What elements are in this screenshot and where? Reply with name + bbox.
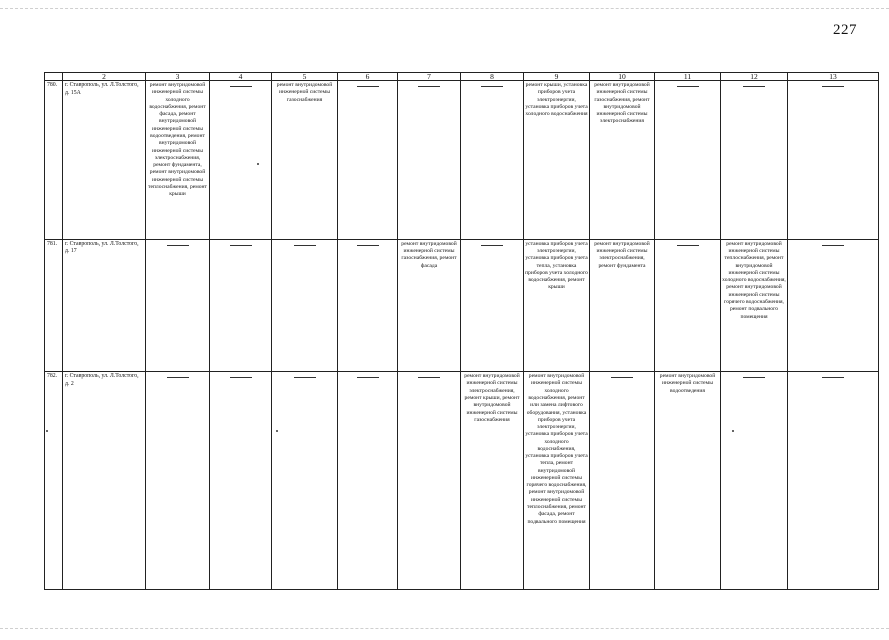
- empty-cell: [721, 81, 788, 240]
- header-cell: 5: [272, 73, 338, 81]
- header-cell: 12: [721, 73, 788, 81]
- empty-cell: [398, 81, 461, 240]
- dash-mark: [167, 245, 189, 246]
- header-cell: 7: [398, 73, 461, 81]
- address-text: г. Ставрополь, ул. Л.Толстого, д. 17: [65, 240, 139, 255]
- table-header-row: [45, 73, 879, 81]
- work-cell: установка приборов учета электроэнергии, установка приборов учета тепла, установка приборов учета холодного водоснабжения, ремонт крыши: [524, 239, 590, 371]
- work-cell: ремонт внутридомовой инженерной системы электроснабжения, ремонт крыши, ремонт внутридомовой инженерной системы газоснабжения: [461, 372, 524, 590]
- dash-mark: [294, 245, 316, 246]
- scan-mark: [257, 163, 259, 165]
- dash-mark: [822, 86, 844, 87]
- empty-cell: [338, 239, 398, 371]
- table-row: [45, 372, 879, 590]
- work-schedule-table: [44, 72, 879, 590]
- empty-cell: [272, 372, 338, 590]
- empty-cell: [398, 372, 461, 590]
- header-cell: 9: [524, 73, 590, 81]
- empty-cell: [338, 372, 398, 590]
- dash-mark: [357, 377, 379, 378]
- dash-mark: [230, 86, 252, 87]
- address-cell: [63, 372, 146, 590]
- scan-line-bottom: [0, 628, 889, 629]
- dash-mark: [167, 377, 189, 378]
- dash-mark: [677, 86, 699, 87]
- dash-mark: [418, 86, 440, 87]
- work-cell: ремонт внутридомовой инженерной системы газоснабжения, ремонт фасада: [398, 239, 461, 371]
- address-text: г. Ставрополь, ул. Л.Толстого, д. 2: [65, 373, 139, 387]
- header-cell: 2: [63, 73, 146, 81]
- address-cell: [63, 81, 146, 240]
- dash-mark: [418, 377, 440, 378]
- empty-cell: [461, 239, 524, 371]
- work-cell: ремонт внутридомовой инженерной системы холодного водоснабжения, ремонт или замена лифтового оборудования, установка приборов учета электроэнергии, установка приборов учета холодного водоснабжения, установка приборов учета тепла, ремонт внутридомовой инженерной системы горячего водоснабжения, ремонт внутридомовой инженерной системы теплоснабжения, ремонт фасада, ремонт подвального помещения: [524, 372, 590, 590]
- header-cell: [45, 73, 63, 81]
- empty-cell: [210, 372, 272, 590]
- dash-mark: [357, 245, 379, 246]
- work-cell: ремонт внутридомовой инженерной системы газоснабжения: [272, 81, 338, 240]
- scan-line-top: [0, 8, 889, 9]
- dash-mark: [743, 86, 765, 87]
- empty-cell: [788, 81, 879, 240]
- scan-mark: [46, 430, 48, 432]
- row-number-cell: [45, 372, 63, 590]
- work-cell: ремонт крыши, установка приборов учета электроэнергии, установка приборов учета холодного водоснабжения: [524, 81, 590, 240]
- dash-mark: [357, 86, 379, 87]
- work-cell: ремонт внутридомовой инженерной системы теплоснабжения, ремонт внутридомовой инженерной системы холодного водоснабжения, ремонт внутридомовой инженерной системы горячего водоснабжения, ремонт подвального помещения: [721, 239, 788, 371]
- empty-cell: [338, 81, 398, 240]
- table-row: [45, 239, 879, 371]
- work-cell: ремонт внутридомовой инженерной системы холодного водоснабжения, ремонт фасада, ремонт внутридомовой инженерной системы водоотведения, ремонт внутридомовой инженерной системы электроснабжения, ремонт фундамента, ремонт внутридомовой инженерной системы теплоснабжения, ремонт крыши: [146, 81, 210, 240]
- header-cell: 3: [146, 73, 210, 81]
- empty-cell: [655, 81, 721, 240]
- header-cell: 11: [655, 73, 721, 81]
- row-number: 782.: [47, 373, 58, 380]
- empty-cell: [461, 81, 524, 240]
- work-cell: ремонт внутридомовой инженерной системы электроснабжения, ремонт фундамента: [590, 239, 655, 371]
- dash-mark: [230, 245, 252, 246]
- empty-cell: [590, 372, 655, 590]
- work-cell: ремонт внутридомовой инженерной системы водоотведения: [655, 372, 721, 590]
- empty-cell: [210, 239, 272, 371]
- dash-mark: [481, 245, 503, 246]
- address-text: г. Ставрополь, ул. Л.Толстого, д. 15А: [65, 82, 139, 96]
- empty-cell: [272, 239, 338, 371]
- empty-cell: [788, 239, 879, 371]
- header-cell: 4: [210, 73, 272, 81]
- empty-cell: [655, 239, 721, 371]
- empty-cell: [146, 372, 210, 590]
- header-cell: 8: [461, 73, 524, 81]
- dash-mark: [743, 377, 765, 378]
- table-row: [45, 81, 879, 240]
- empty-cell: [146, 239, 210, 371]
- header-cell: 10: [590, 73, 655, 81]
- row-number: 780.: [47, 82, 58, 89]
- empty-cell: [721, 372, 788, 590]
- scan-mark: [276, 430, 278, 432]
- empty-cell: [210, 81, 272, 240]
- dash-mark: [822, 377, 844, 378]
- row-number-cell: [45, 81, 63, 240]
- row-number-cell: [45, 239, 63, 371]
- empty-cell: [788, 372, 879, 590]
- dash-mark: [611, 377, 633, 378]
- header-cell: 6: [338, 73, 398, 81]
- page-number: 227: [833, 22, 857, 38]
- work-cell: ремонт внутридомовой инженерной системы газоснабжения, ремонт внутридомовой инженерной системы электроснабжения: [590, 81, 655, 240]
- dash-mark: [230, 377, 252, 378]
- dash-mark: [822, 245, 844, 246]
- scan-mark: [732, 430, 734, 432]
- dash-mark: [481, 86, 503, 87]
- header-cell: 13: [788, 73, 879, 81]
- row-number: 781.: [47, 240, 58, 247]
- address-cell: [63, 239, 146, 371]
- dash-mark: [677, 245, 699, 246]
- dash-mark: [294, 377, 316, 378]
